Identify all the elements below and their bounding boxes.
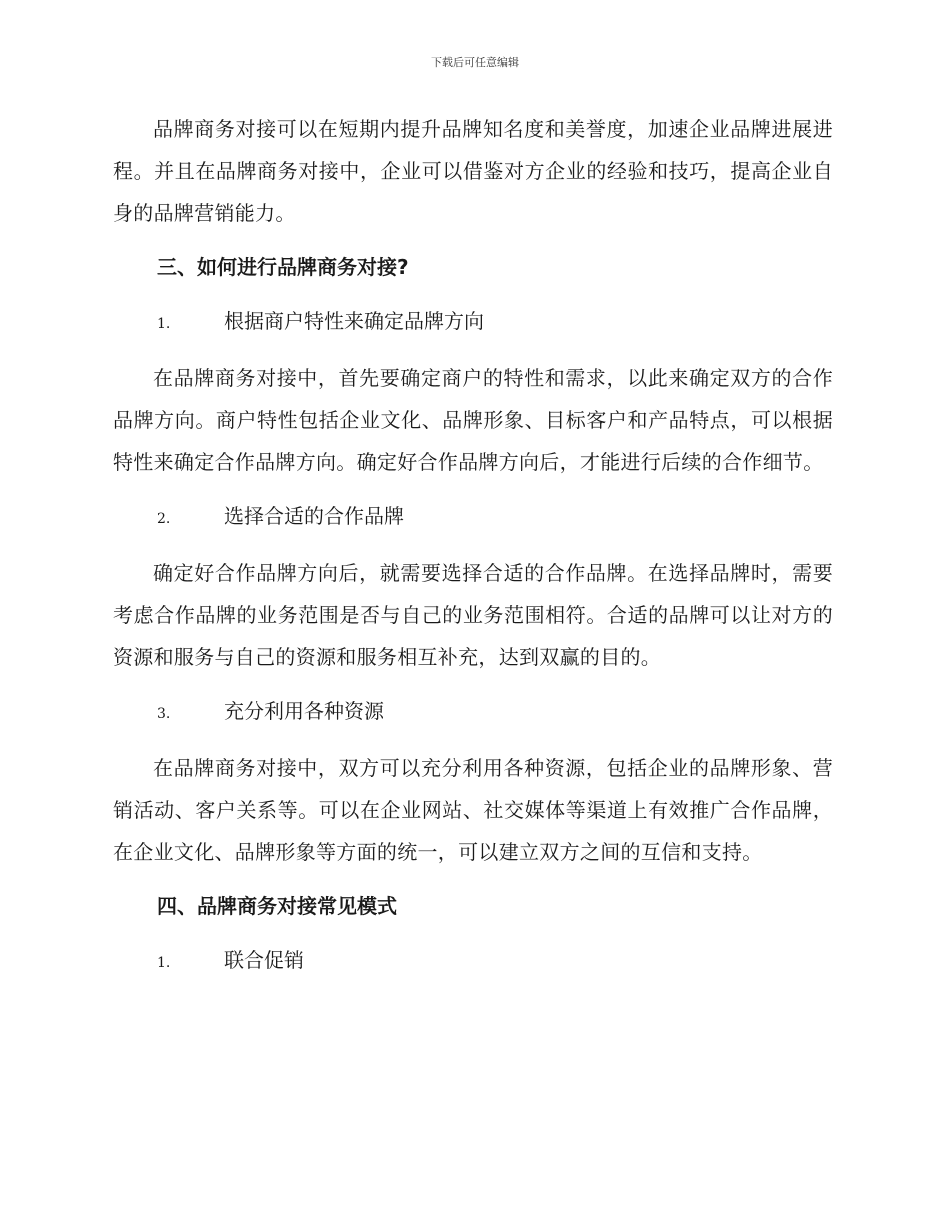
list-item-number: 2. [157, 511, 171, 527]
paragraph-merchant-traits: 在品牌商务对接中，首先要确定商户的特性和需求，以此来确定双方的合作品牌方向。商户特性包括企业文化、品牌形象、目标客户和产品特点，可以根据特性来确定合作品牌方向。确定好合作品牌方向后，才能进行后续的合作细节。 [113, 366, 833, 474]
list-item [113, 690, 833, 735]
section-heading-3: 三、如何进行品牌商务对接? [157, 255, 409, 279]
paragraph-brand-benefits: 品牌商务对接可以在短期内提升品牌知名度和美誉度，加速企业品牌进展进程。并且在品牌商务对接中，企业可以借鉴对方企业的经验和技巧，提高企业自身的品牌营销能力。 [113, 117, 833, 225]
list-item-text: 充分利用各种资源 [224, 699, 384, 723]
list-item-number: 3. [157, 706, 171, 722]
list-item-number: 1. [157, 316, 171, 332]
section-heading-4: 四、品牌商务对接常见模式 [157, 894, 397, 918]
paragraph-use-resources: 在品牌商务对接中，双方可以充分利用各种资源，包括企业的品牌形象、营销活动、客户关系等。可以在企业网站、社交媒体等渠道上有效推广合作品牌，在企业文化、品牌形象等方面的统一，可以建立双方之间的互信和支持。 [113, 756, 833, 864]
list-item-text: 根据商户特性来确定品牌方向 [224, 309, 484, 333]
list-item [113, 495, 833, 540]
document-body [113, 108, 833, 996]
paragraph-choose-brand: 确定好合作品牌方向后，就需要选择合适的合作品牌。在选择品牌时，需要考虑合作品牌的业务范围是否与自己的业务范围相符。合适的品牌可以让对方的资源和服务与自己的资源和服务相互补充，达到双赢的目的。 [113, 561, 833, 669]
list-item-text: 选择合适的合作品牌 [224, 504, 404, 528]
list-item [113, 300, 833, 345]
list-item-number: 1. [157, 955, 171, 971]
page-header: 下载后可任意编辑 [431, 56, 519, 69]
list-item [113, 939, 833, 984]
list-item-text: 联合促销 [224, 948, 304, 972]
